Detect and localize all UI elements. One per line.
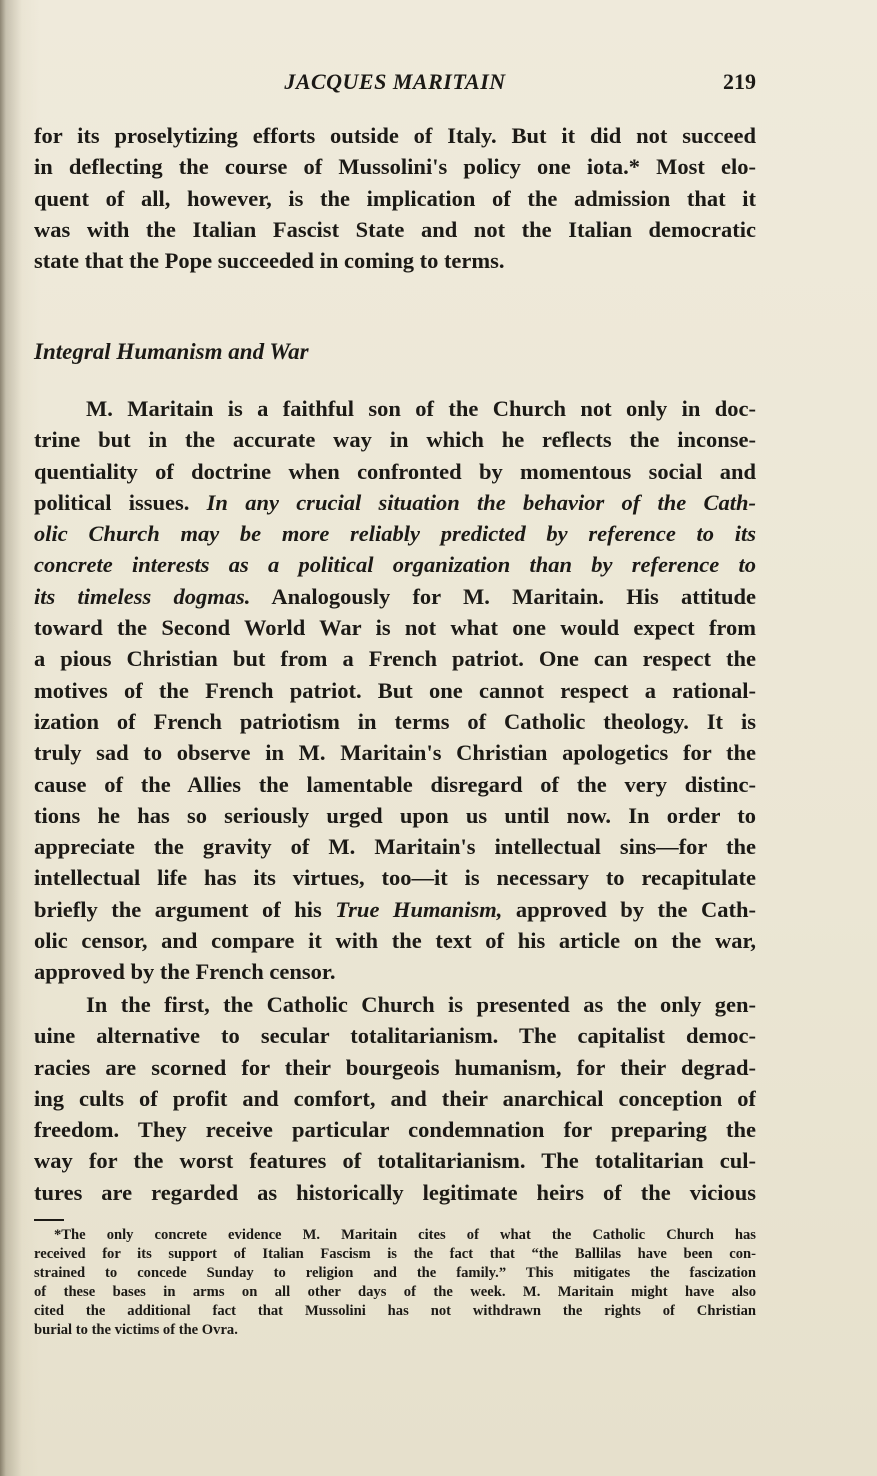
running-head: JACQUES MARITAIN [284,69,506,94]
footnote [34,1226,756,1340]
text-line [34,581,756,612]
italic-run: its timeless dogmas. [34,583,251,609]
text-line: tions he has so seriously urged upon us until now. In order to [34,802,756,828]
text-line: olic censor, and compare it with the text of his article on the war, [34,928,756,954]
footnote-line: burial to the victims of the Ovra. [34,1322,238,1338]
text-line: uine alternative to secular totalitarianism. The capitalist democ- [34,1023,756,1049]
text-line: racies are scorned for their bourgeois humanism, for their degrad- [34,1054,756,1080]
book-title: True Humanism, [335,896,503,922]
footnote-line: *The only concrete evidence M. Maritain cites of what the Catholic Church has [54,1227,756,1243]
paragraph-maritain-son [34,393,756,988]
text-line: way for the worst features of totalitarianism. The totalitarian cul- [34,1148,756,1174]
text-line: M. Maritain is a faithful son of the Church not only in doc- [86,396,756,421]
text-line [34,487,756,518]
text-line: approved by the French censor. [34,959,336,985]
text-run: Analogously for M. Maritain. His attitude [271,583,756,609]
text-line: trine but in the accurate way in which he reflects the inconse- [34,427,756,453]
section-heading: Integral Humanism and War [34,339,309,364]
footnote-line: received for its support of Italian Fascism is the fact that “the Ballilas have been con- [34,1246,756,1262]
text-line: was with the Italian Fascist State and not the Italian democratic [34,216,756,242]
text-line: for its proselytizing efforts outside of Italy. But it did not succeed [34,123,756,148]
text-line: In the first, the Catholic Church is presented as the only gen- [86,992,756,1017]
text-run: political issues. [34,489,190,515]
text-line: truly sad to observe in M. Maritain's Christian apologetics for the [34,740,756,766]
text-line: ization of French patriotism in terms of Catholic theology. It is [34,708,756,734]
italic-run: olic Church may be more reliably predicted by reference to its [34,521,756,547]
italic-run: concrete interests as a political organization than by reference to [34,552,756,578]
text-line: tures are regarded as historically legitimate heirs of the vicious [34,1179,756,1205]
text-line: quent of all, however, is the implication of the admission that it [34,185,756,211]
italic-run: In any crucial situation the behavior of the Cath- [206,489,756,515]
paragraph-continued [34,120,756,276]
text-line: motives of the French patriot. But one cannot respect a rational- [34,677,756,703]
text-run: approved by the Cath- [515,896,756,922]
text-line: appreciate the gravity of M. Maritain's intellectual sins—for the [34,834,756,860]
text-line: a pious Christian but from a French patriot. One can respect the [34,646,756,672]
text-line [34,518,756,549]
text-line: quentiality of doctrine when confronted by momentous social and [34,458,756,484]
text-line [34,549,756,580]
footnote-line: cited the additional fact that Mussolini has not withdrawn the rights of Christian [34,1303,756,1319]
footnote-line: strained to concede Sunday to religion and the family.” This mitigates the fascization [34,1265,756,1281]
text-line: freedom. They receive particular condemnation for preparing the [34,1117,756,1143]
text-line: intellectual life has its virtues, too—it is necessary to recapitulate [34,865,756,891]
text-line: in deflecting the course of Mussolini's policy one iota.* Most elo- [34,154,756,180]
footnote-divider [34,1219,64,1221]
text-line: state that the Pope succeeded in coming to terms. [34,248,505,274]
page-header [34,64,756,100]
page-number: 219 [723,69,756,94]
text-line [34,894,756,925]
text-line: ing cults of profit and comfort, and their anarchical conception of [34,1085,756,1111]
text-line: cause of the Allies the lamentable disregard of the very distinc- [34,771,756,797]
footnote-line: of these bases in arms on all other days of the week. M. Maritain might have also [34,1284,756,1300]
paragraph-in-the-first [34,989,756,1208]
text-run: briefly the argument of his [34,896,322,922]
text-line: toward the Second World War is not what one would expect from [34,615,756,641]
